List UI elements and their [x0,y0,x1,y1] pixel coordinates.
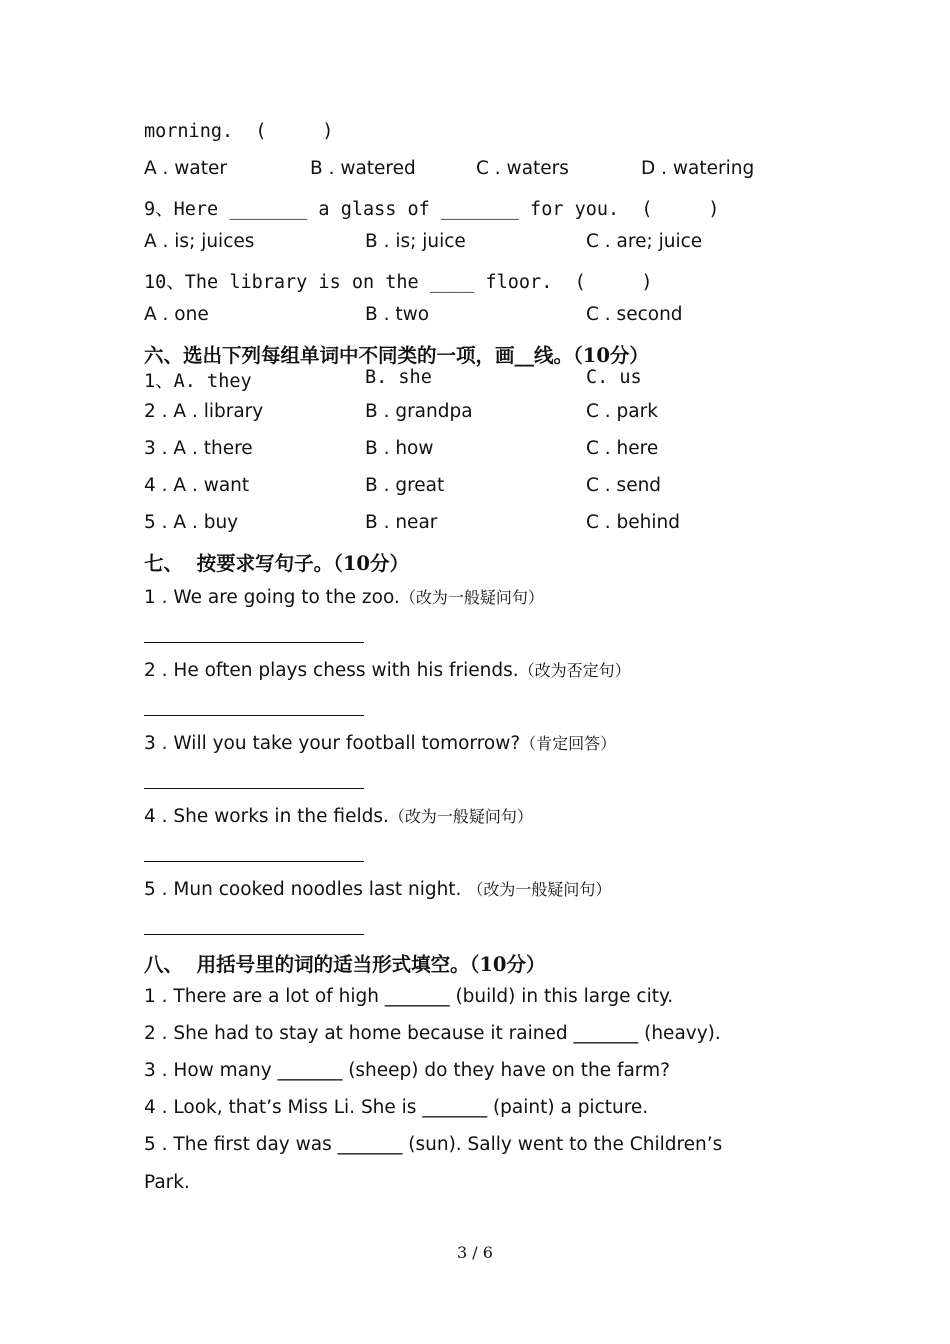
s7-item-1 [144,585,544,608]
s8-item-3: 3 . How many _______ (sheep) do they have on the farm? [144,1060,670,1081]
s7-item-1-hint: （改为一般疑问句） [399,588,544,607]
s6-row2-b: B . grandpa [365,401,473,422]
s8-item-5-continued: Park. [144,1172,190,1193]
s6-row2-a: 2 . A . library [144,401,264,422]
question-8-tail: morning. ( ) [144,121,334,142]
s7-item-5-text: 5 . Mun cooked noodles last night. [144,879,468,900]
question-10: 10、The library is on the ____ floor. ( ) [144,272,653,293]
q9-option-a: A . is; juices [144,231,255,252]
q10-option-a: A . one [144,304,209,325]
answer-blank-1[interactable] [144,642,364,643]
s8-item-4: 4 . Look, that’s Miss Li. She is _______ (paint) a picture. [144,1097,649,1118]
s7-item-4-hint: （改为一般疑问句） [388,807,533,826]
answer-blank-2[interactable] [144,715,364,716]
s7-item-2 [144,658,631,681]
s6-row4-b: B . great [365,475,445,496]
answer-blank-3[interactable] [144,788,364,789]
s7-item-4 [144,804,533,827]
s8-item-2: 2 . She had to stay at home because it rained _______ (heavy). [144,1023,721,1044]
s6-row5-b: B . near [365,512,438,533]
q9-option-b: B . is; juice [365,231,466,252]
s6-row3-c: C . here [586,438,659,459]
s6-row5-a: 5 . A . buy [144,512,239,533]
s6-row4-c: C . send [586,475,662,496]
question-9: 9、Here _______ a glass of _______ for you. ( ) [144,199,720,220]
answer-blank-5[interactable] [144,934,364,935]
q8-option-a: A . water [144,158,228,179]
section-7-heading: 七、 按要求写句子。（10分） [144,552,409,575]
s7-item-3-hint: （肯定回答） [520,734,617,753]
s7-item-5 [144,877,611,900]
s6-row1-a: 1、A. they [144,371,252,392]
s7-item-3 [144,731,616,754]
s7-item-4-text: 4 . She works in the fields. [144,806,389,827]
s7-item-1-text: 1 . We are going to the zoo. [144,587,400,608]
q8-option-c: C . waters [476,158,569,179]
s6-row4-a: 4 . A . want [144,475,250,496]
s6-row2-c: C . park [586,401,658,422]
s7-item-5-hint: （改为一般疑问句） [467,880,612,899]
section-6-heading: 六、选出下列每组单词中不同类的一项，画__线。（10分） [144,344,649,367]
s7-item-3-text: 3 . Will you take your football tomorrow? [144,733,521,754]
s6-row3-b: B . how [365,438,434,459]
s7-item-2-hint: （改为否定句） [518,661,631,680]
q9-option-c: C . are; juice [586,231,703,252]
answer-blank-4[interactable] [144,861,364,862]
s6-row1-b: B. she [365,367,432,388]
s6-row5-c: C . behind [586,512,681,533]
page-number: 3 / 6 [457,1243,493,1262]
q10-option-b: B . two [365,304,430,325]
s8-item-5: 5 . The first day was _______ (sun). Sally went to the Children’s [144,1134,723,1155]
s6-row1-c: C. us [586,367,642,388]
s8-item-1: 1 . There are a lot of high _______ (build) in this large city. [144,986,674,1007]
q8-option-b: B . watered [310,158,416,179]
s6-row3-a: 3 . A . there [144,438,253,459]
s7-item-2-text: 2 . He often plays chess with his friends. [144,660,519,681]
q10-option-c: C . second [586,304,683,325]
section-8-heading: 八、 用括号里的词的适当形式填空。（10分） [144,953,546,976]
q8-option-d: D . watering [641,158,755,179]
